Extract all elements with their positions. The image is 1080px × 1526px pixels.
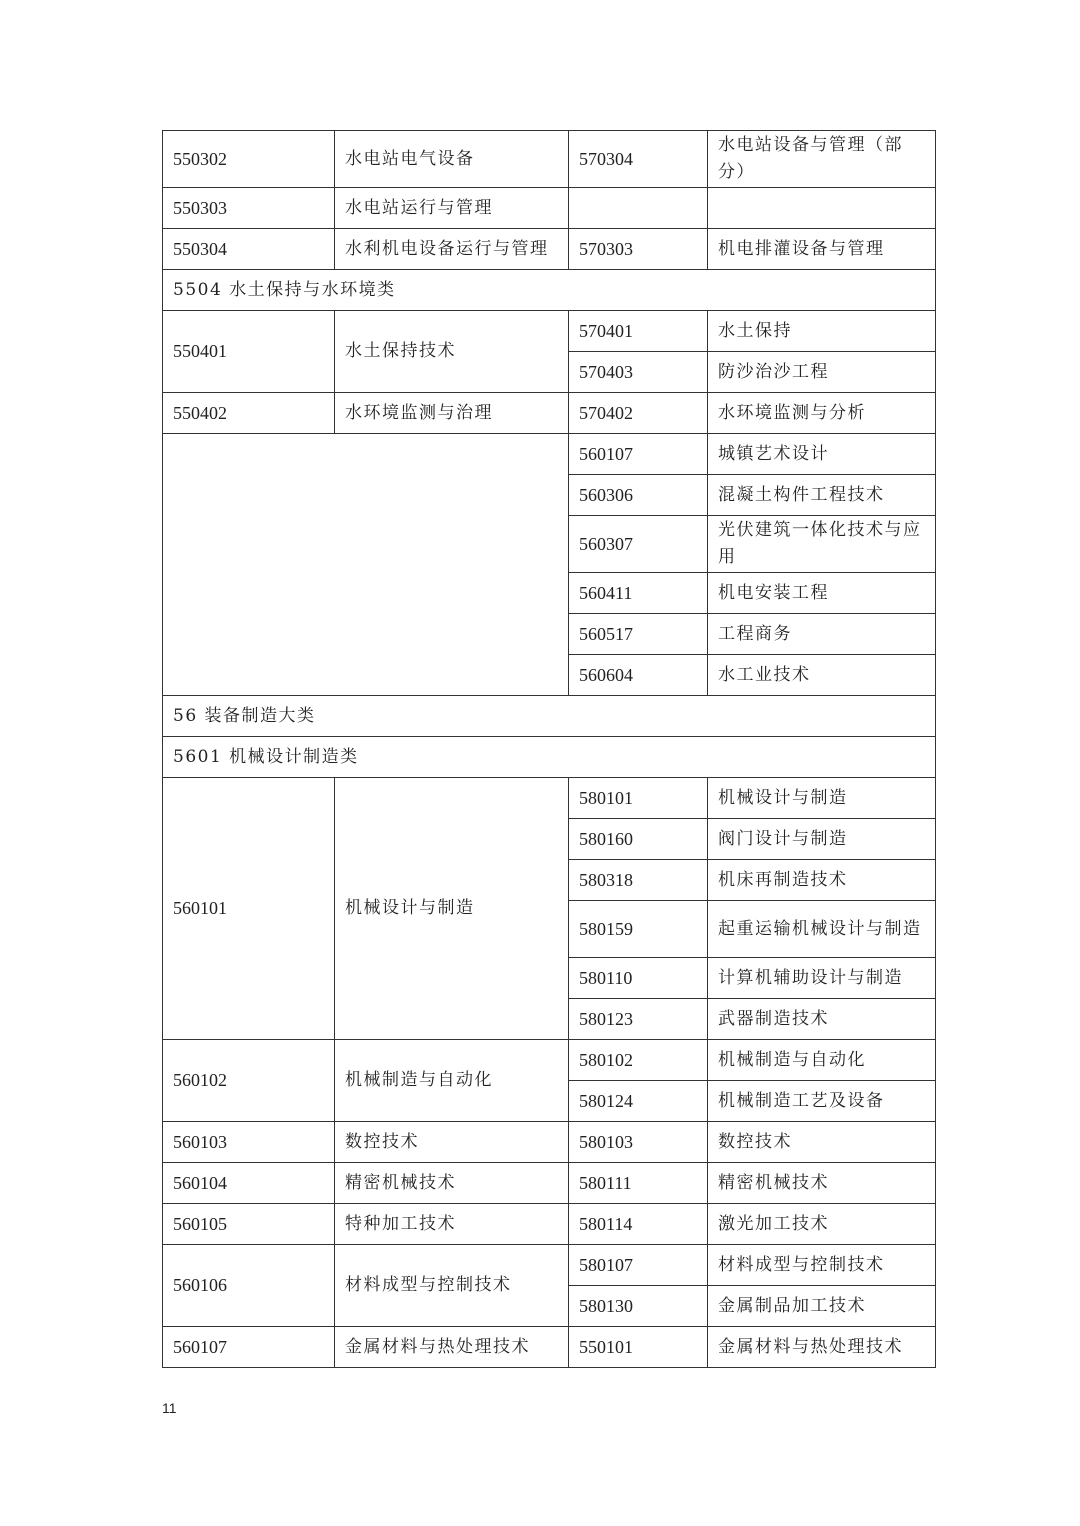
new-major-cell: 材料成型与控制技术	[335, 1245, 569, 1327]
empty-merged-cell	[163, 434, 569, 696]
old-code-cell: 580130	[569, 1286, 708, 1327]
new-code-cell: 550401	[163, 311, 335, 393]
old-code-cell: 580114	[569, 1204, 708, 1245]
old-code-cell: 580102	[569, 1040, 708, 1081]
old-major-cell: 金属材料与热处理技术	[708, 1327, 936, 1368]
table-row	[163, 1327, 936, 1368]
new-code-cell: 560102	[163, 1040, 335, 1122]
old-major-cell: 光伏建筑一体化技术与应用	[708, 516, 936, 573]
old-major-cell: 材料成型与控制技术	[708, 1245, 936, 1286]
old-code-cell: 580101	[569, 778, 708, 819]
old-major-cell: 机械制造与自动化	[708, 1040, 936, 1081]
new-code-cell: 560101	[163, 778, 335, 1040]
old-major-cell: 机械设计与制造	[708, 778, 936, 819]
new-code-cell: 560107	[163, 1327, 335, 1368]
new-major-cell: 机械设计与制造	[335, 778, 569, 1040]
old-major-cell: 混凝土构件工程技术	[708, 475, 936, 516]
major-mapping-table	[162, 130, 936, 1368]
old-code-cell: 580159	[569, 901, 708, 958]
old-major-cell: 激光加工技术	[708, 1204, 936, 1245]
old-major-cell: 起重运输机械设计与制造	[708, 901, 936, 958]
table-row	[163, 311, 936, 352]
category-row	[163, 696, 936, 737]
table-row	[163, 434, 936, 475]
old-major-cell: 水土保持	[708, 311, 936, 352]
old-code-cell: 580123	[569, 999, 708, 1040]
new-code-cell: 550302	[163, 131, 335, 188]
new-major-cell: 水利机电设备运行与管理	[335, 229, 569, 270]
old-code-cell: 560604	[569, 655, 708, 696]
table-row	[163, 188, 936, 229]
old-code-cell: 580107	[569, 1245, 708, 1286]
new-code-cell: 560106	[163, 1245, 335, 1327]
table-row	[163, 393, 936, 434]
old-major-cell: 水工业技术	[708, 655, 936, 696]
table-row	[163, 1163, 936, 1204]
table-row	[163, 778, 936, 819]
category-heading: 5504 水土保持与水环境类	[163, 270, 936, 311]
page-number: 11	[162, 1400, 177, 1416]
old-code-cell: 580110	[569, 958, 708, 999]
new-code-cell: 560103	[163, 1122, 335, 1163]
old-code-cell: 570402	[569, 393, 708, 434]
old-code-cell: 560517	[569, 614, 708, 655]
new-major-cell: 特种加工技术	[335, 1204, 569, 1245]
old-code-cell: 550101	[569, 1327, 708, 1368]
category-row	[163, 737, 936, 778]
new-major-cell: 水电站电气设备	[335, 131, 569, 188]
category-heading: 5601 机械设计制造类	[163, 737, 936, 778]
new-major-cell: 水电站运行与管理	[335, 188, 569, 229]
new-code-cell: 560104	[163, 1163, 335, 1204]
old-major-cell: 机电排灌设备与管理	[708, 229, 936, 270]
old-major-cell: 水环境监测与分析	[708, 393, 936, 434]
old-major-cell: 工程商务	[708, 614, 936, 655]
old-major-cell: 水电站设备与管理（部分）	[708, 131, 936, 188]
old-code-cell: 580160	[569, 819, 708, 860]
new-major-cell: 金属材料与热处理技术	[335, 1327, 569, 1368]
table-row	[163, 131, 936, 188]
old-major-cell: 精密机械技术	[708, 1163, 936, 1204]
old-code-cell: 580111	[569, 1163, 708, 1204]
old-major-cell: 计算机辅助设计与制造	[708, 958, 936, 999]
old-major-cell: 金属制品加工技术	[708, 1286, 936, 1327]
old-major-cell: 机械制造工艺及设备	[708, 1081, 936, 1122]
new-code-cell: 550303	[163, 188, 335, 229]
table-row	[163, 1245, 936, 1286]
old-major-cell: 数控技术	[708, 1122, 936, 1163]
table-row	[163, 1040, 936, 1081]
table-row	[163, 1122, 936, 1163]
old-code-cell: 580124	[569, 1081, 708, 1122]
new-code-cell: 550304	[163, 229, 335, 270]
old-code-cell: 570304	[569, 131, 708, 188]
new-major-cell: 精密机械技术	[335, 1163, 569, 1204]
old-code-cell: 560411	[569, 573, 708, 614]
new-code-cell: 550402	[163, 393, 335, 434]
new-major-cell: 水土保持技术	[335, 311, 569, 393]
table-row	[163, 1204, 936, 1245]
old-code-cell: 560306	[569, 475, 708, 516]
new-major-cell: 水环境监测与治理	[335, 393, 569, 434]
new-major-cell: 机械制造与自动化	[335, 1040, 569, 1122]
old-major-cell: 城镇艺术设计	[708, 434, 936, 475]
old-major-cell: 武器制造技术	[708, 999, 936, 1040]
old-major-cell: 机电安装工程	[708, 573, 936, 614]
old-code-cell	[569, 188, 708, 229]
old-code-cell: 560307	[569, 516, 708, 573]
old-major-cell: 防沙治沙工程	[708, 352, 936, 393]
old-code-cell: 570403	[569, 352, 708, 393]
category-row	[163, 270, 936, 311]
new-code-cell: 560105	[163, 1204, 335, 1245]
new-major-cell: 数控技术	[335, 1122, 569, 1163]
category-heading: 56 装备制造大类	[163, 696, 936, 737]
old-major-cell: 阀门设计与制造	[708, 819, 936, 860]
old-code-cell: 560107	[569, 434, 708, 475]
old-code-cell: 570401	[569, 311, 708, 352]
old-code-cell: 580318	[569, 860, 708, 901]
old-code-cell: 580103	[569, 1122, 708, 1163]
table-row	[163, 229, 936, 270]
old-major-cell	[708, 188, 936, 229]
old-code-cell: 570303	[569, 229, 708, 270]
old-major-cell: 机床再制造技术	[708, 860, 936, 901]
